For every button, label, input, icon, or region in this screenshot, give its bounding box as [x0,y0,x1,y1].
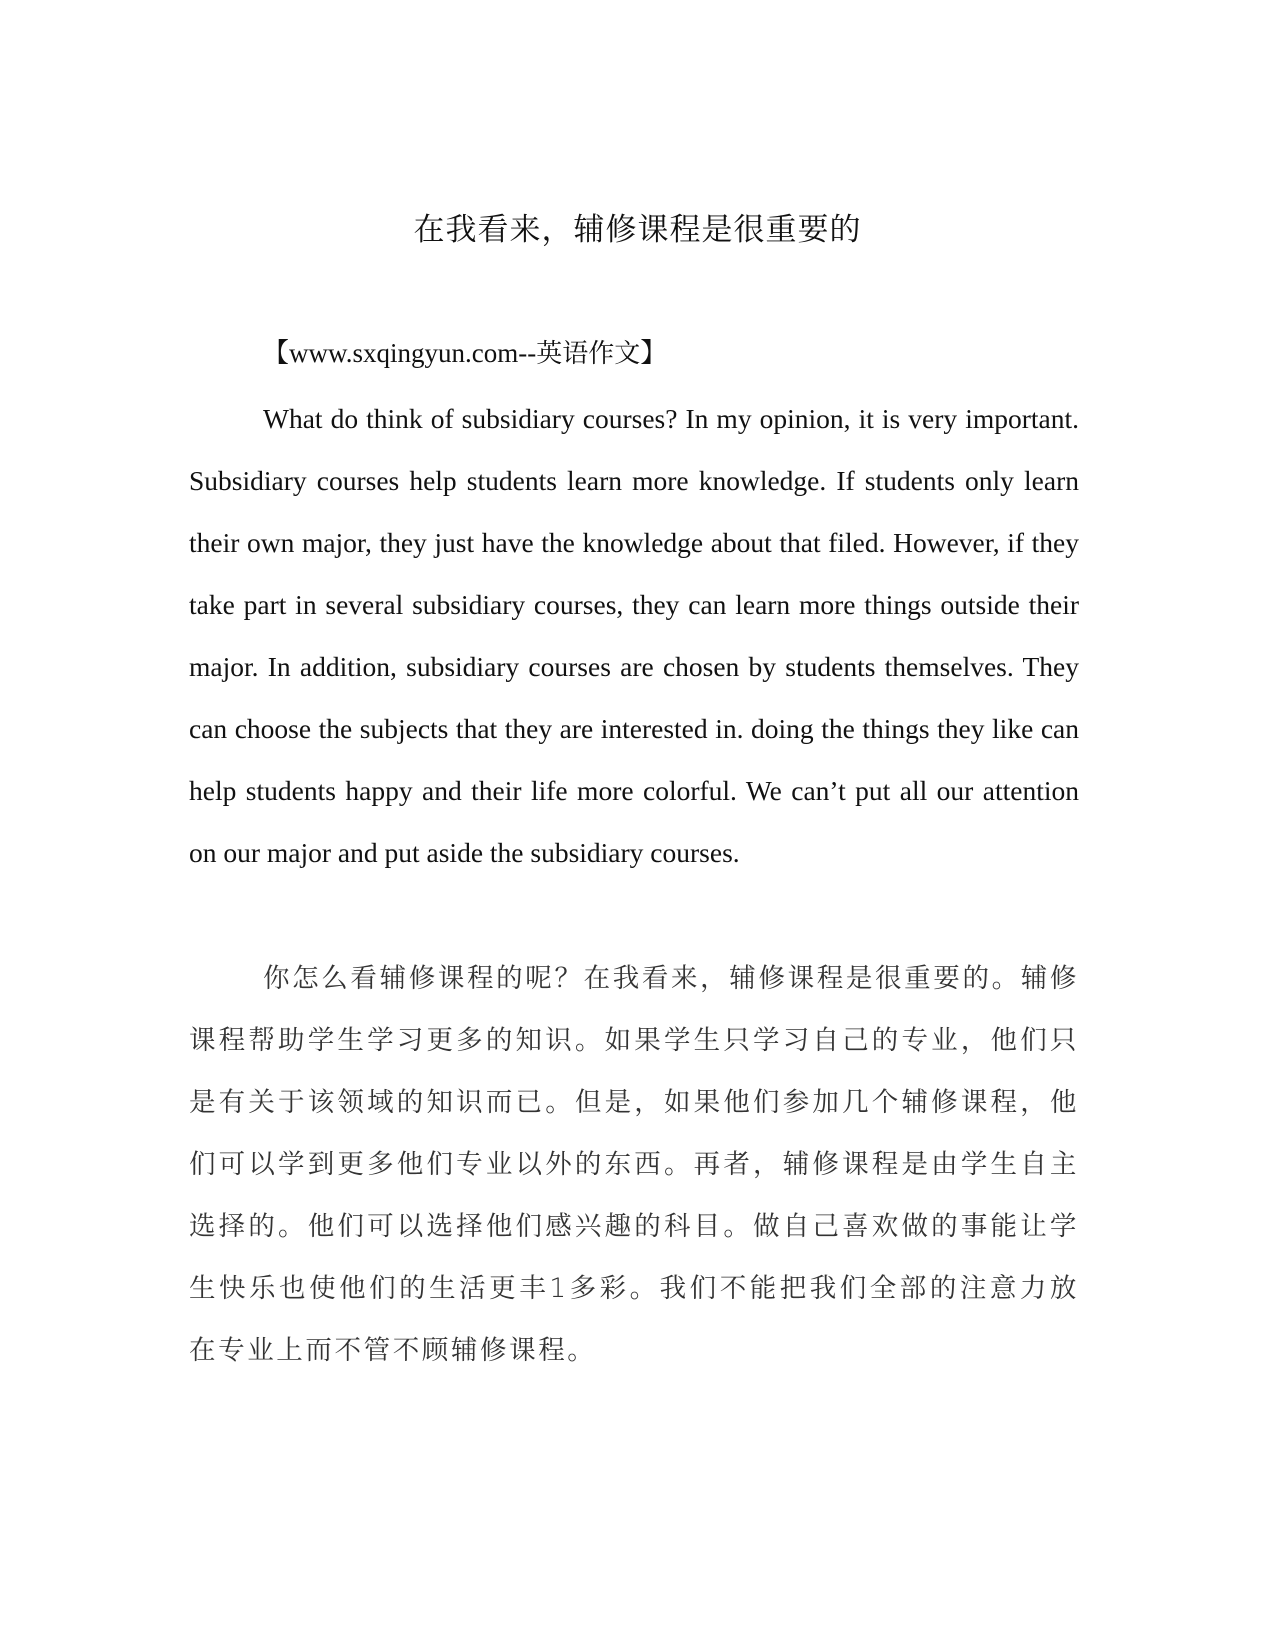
document-title: 在我看来，辅修课程是很重要的 [413,212,862,248]
source-close-bracket: 】 [640,338,668,368]
source-label: 英语作文 [536,339,641,369]
source-line [262,333,667,374]
source-url: www.sxqingyun.com-- [289,338,537,368]
english-paragraph: What do think of subsidiary courses? In my opinion, it is very important. Subsidiary courses help students learn more knowledge. If students only learn their own major, they just have the knowledge about that filed. However, if they take part in several subsidiary courses, they can learn more things outside their major. In addition, subsidiary courses are chosen by students themselves. They can choose the subjects that they are interested in. doing the things they like can help students happy and their life more colorful. We can’t put all our attention on our major and put aside the subsidiary courses. [189,403,1079,868]
chinese-paragraph: 你怎么看辅修课程的呢？在我看来，辅修课程是很重要的。辅修课程帮助学生学习更多的知识。如果学生只学习自己的专业，他们只是有关于该领域的知识而已。但是，如果他们参加几个辅修课程，他们可以学到更多他们专业以外的东西。再者，辅修课程是由学生自主选择的。他们可以选择他们感兴趣的科目。做自己喜欢做的事能让学生快乐也使他们的生活更丰1多彩。我们不能把我们全部的注意力放在专业上而不管不顾辅修课程。 [189,963,1079,1366]
source-open-bracket: 【 [262,338,289,368]
